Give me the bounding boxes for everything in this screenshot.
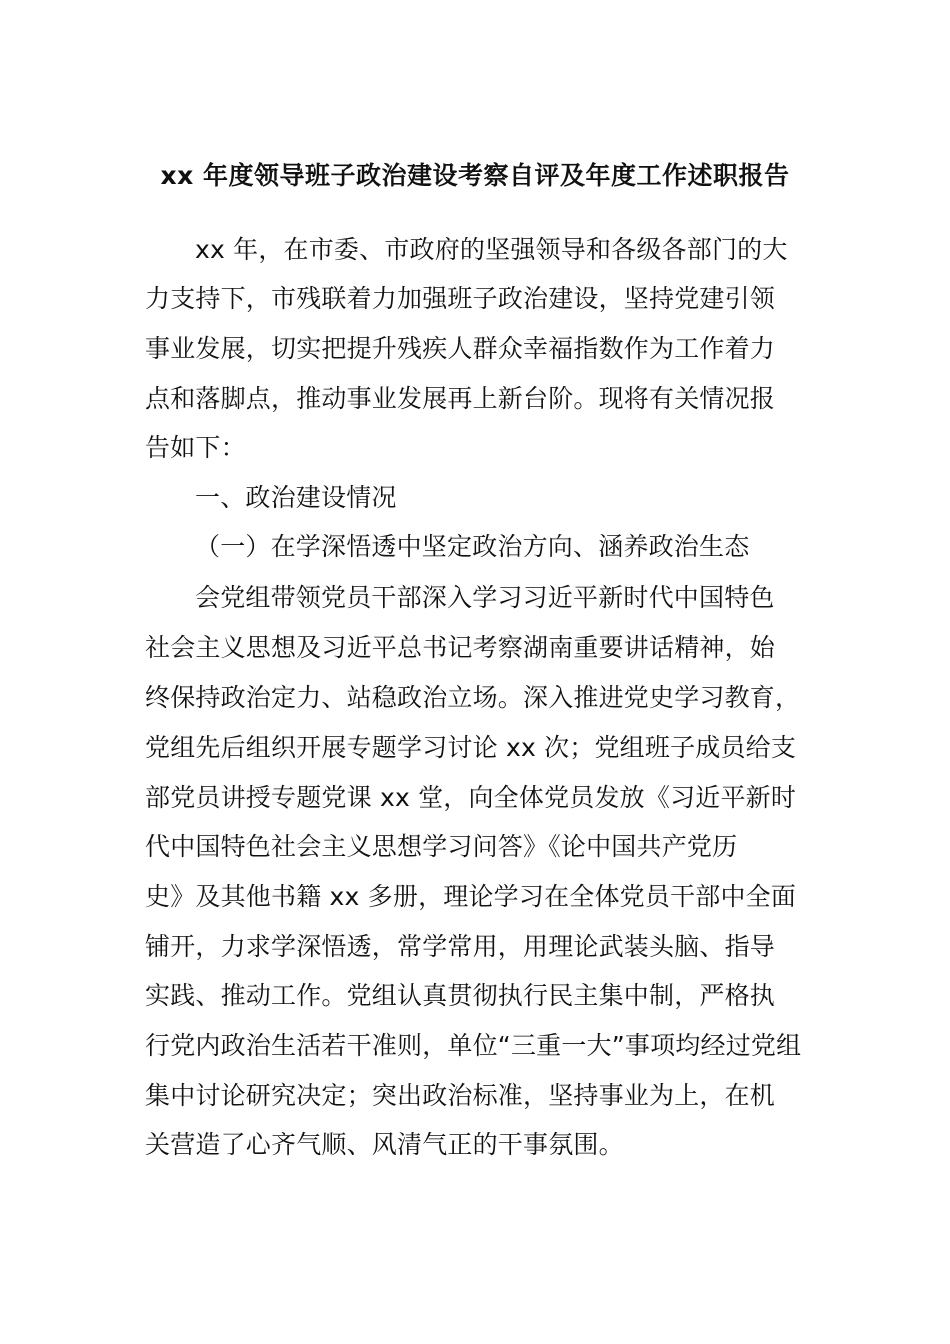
paragraph-line: 社会主义思想及习近平总书记考察湖南重要讲话精神，始 xyxy=(145,633,776,662)
paragraph-line: 告如下： xyxy=(145,433,246,462)
document-title: xx 年度领导班子政治建设考察自评及年度工作述职报告 xyxy=(160,161,790,190)
paragraph-line: 行党内政治生活若干准则，单位“三重一大”事项均经过党组 xyxy=(145,1031,802,1060)
paragraph-line: xx 年，在市委、市政府的坚强领导和各级各部门的大 xyxy=(195,235,788,264)
paragraph-line: 代中国特色社会主义思想学习问答》《论中国共产党历 xyxy=(145,832,738,861)
paragraph-line: 集中讨论研究决定；突出政治标准，坚持事业为上，在机 xyxy=(145,1081,776,1110)
paragraph-line: 部党员讲授专题党课 xx 堂，向全体党员发放《习近平新时 xyxy=(145,783,797,812)
paragraph-line: 党组先后组织开展专题学习讨论 xx 次；党组班子成员给支 xyxy=(145,733,797,762)
paragraph-line: 史》及其他书籍 xx 多册，理论学习在全体党员干部中全面 xyxy=(145,882,797,911)
paragraph-line: 力支持下，市残联着力加强班子政治建设，坚持党建引领 xyxy=(145,284,776,313)
paragraph-line: 会党组带领党员干部深入学习习近平新时代中国特色 xyxy=(195,583,775,612)
subsection-heading: （一）在学深悟透中坚定政治方向、涵养政治生态 xyxy=(195,532,750,561)
paragraph-line: 事业发展，切实把提升残疾人群众幸福指数作为工作着力 xyxy=(145,334,776,363)
paragraph-line: 实践、推动工作。党组认真贯彻执行民主集中制，严格执 xyxy=(145,981,776,1010)
paragraph-line: 关营造了心齐气顺、风清气正的干事氛围。 xyxy=(145,1130,624,1159)
paragraph-line: 终保持政治定力、站稳政治立场。深入推进党史学习教育， xyxy=(145,683,801,712)
paragraph-line: 铺开，力求学深悟透，常学常用，用理论武装头脑、指导 xyxy=(145,932,776,961)
paragraph-line: 点和落脚点，推动事业发展再上新台阶。现将有关情况报 xyxy=(145,384,776,413)
section-heading: 一、政治建设情况 xyxy=(195,483,397,512)
